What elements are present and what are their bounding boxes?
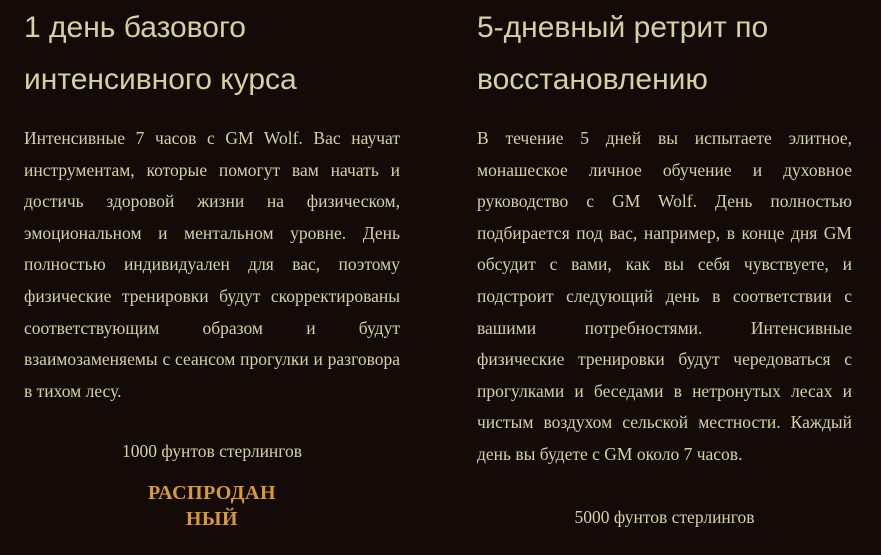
offer-description: В течение 5 дней вы испытаете элитное, монашеское личное обучение и духовное руководство с GM Wolf. День полностью подбирается под вас, например, в конце дня GM обсудит с вами, как вы себя чувствуете, и подстроит следующий день в соответствии с вашими потребностями. Интенсивные физические тренировки будут чередоваться с прогулками и беседами в нетронутых лесах и чистым воздухом сельской местности. Каждый день вы будете с GM около 7 часов.	[477, 128, 852, 464]
sold-out-badge: РАСПРОДАННЫЙ	[147, 482, 277, 531]
offer-price: 1000 фунтов стерлингов	[121, 441, 303, 462]
offer-one-day-intensive	[24, 0, 400, 532]
offer-title: 5-дневный ретрит по восстановлению	[477, 11, 769, 96]
offer-title: 1 день базового интенсивного курса	[24, 11, 297, 96]
offer-five-day-retreat	[477, 0, 852, 528]
offer-price: 5000 фунтов стерлингов	[574, 506, 755, 527]
offer-description: Интенсивные 7 часов с GM Wolf. Вас научат инструментам, которые помогут вам начать и достичь здоровой жизни на физическом, эмоциональном и ментальном уровне. День полностью индивидуален для вас, поэтому физические тренировки будут скорректированы соответствующим образом и будут взаимозаменяемы с сеансом прогулки и разговора в тихом лесу.	[24, 128, 400, 401]
